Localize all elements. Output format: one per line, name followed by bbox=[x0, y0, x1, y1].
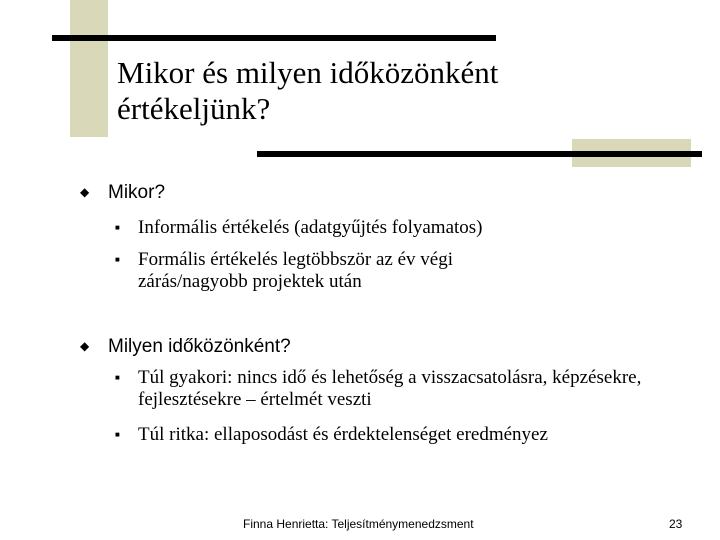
square-bullet-icon: ■ bbox=[115, 373, 120, 382]
bullet-text: Milyen időközönként? bbox=[108, 336, 291, 357]
diamond-bullet-icon: ◆ bbox=[80, 339, 90, 353]
bullet-level1-milyen bbox=[80, 334, 291, 359]
bullet-text: Formális értékelés legtöbbször az év végi zárás/nagyobb projektek után bbox=[138, 249, 453, 292]
bullet-level2 bbox=[115, 424, 678, 446]
decorative-block-left bbox=[70, 0, 108, 137]
square-bullet-icon: ■ bbox=[115, 255, 120, 264]
bullet-level2 bbox=[115, 249, 558, 293]
bullet-level2 bbox=[115, 367, 683, 411]
square-bullet-icon: ■ bbox=[115, 430, 120, 439]
bullet-text: Túl gyakori: nincs idő és lehetőség a visszacsatolásra, képzésekre, fejlesztésekre – értelmét veszti bbox=[138, 367, 642, 410]
footer-author: Finna Henrietta: Teljesítménymenedzsment bbox=[243, 517, 474, 531]
bullet-level2 bbox=[115, 217, 678, 239]
bullet-text: Túl ritka: ellaposodást és érdektelenséget eredményez bbox=[138, 424, 548, 445]
bullet-text: Mikor? bbox=[108, 182, 166, 203]
bullet-level1-mikor bbox=[80, 180, 165, 205]
decorative-bar-bottom bbox=[257, 151, 702, 157]
bullet-text: Informális értékelés (adatgyűjtés folyamatos) bbox=[138, 217, 483, 238]
slide-title: Mikor és milyen időközönként értékeljünk? bbox=[117, 55, 499, 126]
square-bullet-icon: ■ bbox=[115, 223, 120, 232]
decorative-bar-top bbox=[52, 35, 496, 41]
footer-page-number: 23 bbox=[669, 517, 683, 531]
diamond-bullet-icon: ◆ bbox=[80, 185, 90, 199]
